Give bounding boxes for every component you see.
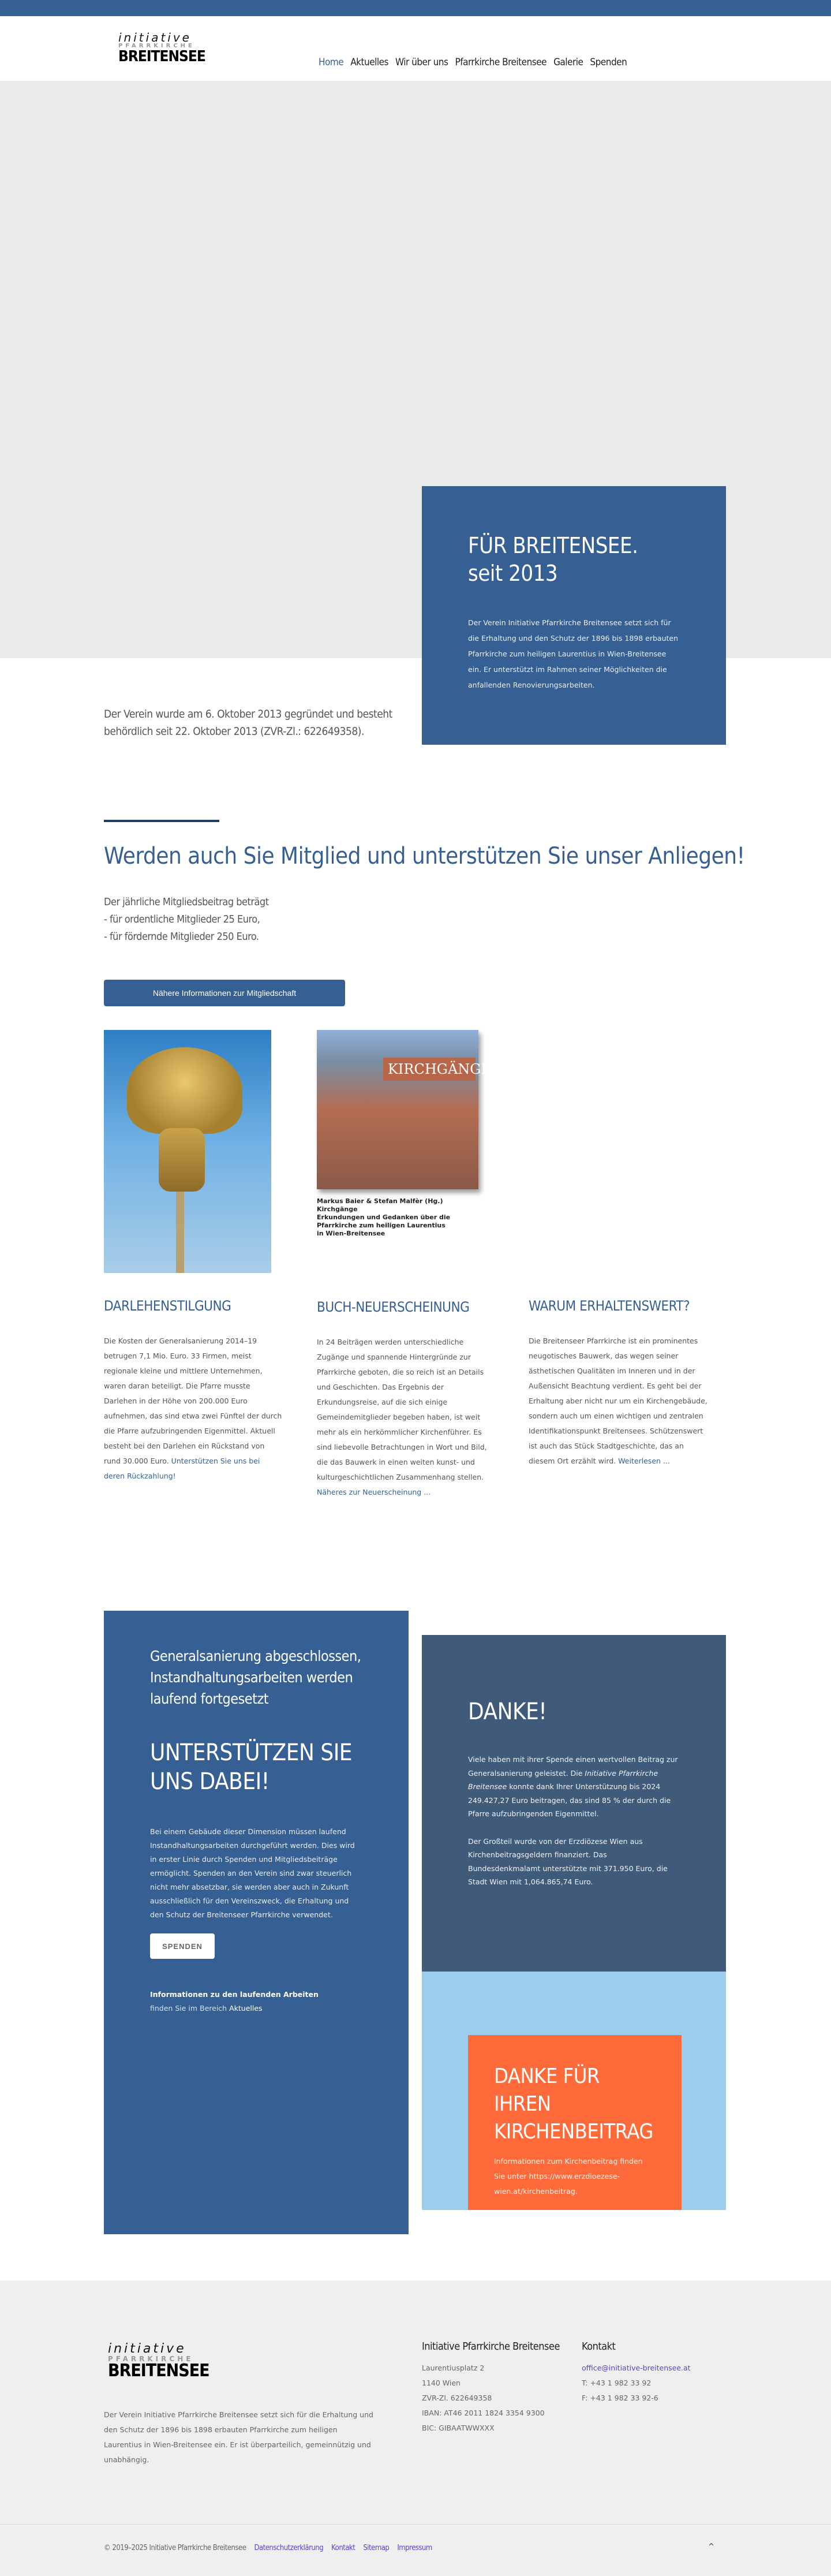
column-body: In 24 Beiträgen werden unterschiedliche Zugänge und spannende Hintergründe zur Pfarrkirche geboten, die so reich ist an Details und Geschichten. Das Ergebnis der Erkundungsreise, auf die sich einige Gemeindemitglieder begeben haben, ist weit mehr als ein herkömmlicher Kirchenführer. Es sind liebevolle Betrachtungen in Wort und Bild, die das Bauwerk in einen weiten kunst- und kulturgeschichtlichen Zusammenhang stellen.: [317, 1338, 487, 1481]
footer-about: Der Verein Initiative Pfarrkirche Breitensee setzt sich für die Erhaltung und den Schutz der 1896 bis 1898 erbauten Pfarrkirche zum heiligen Laurentius in Wien-Breitensee ein. Er ist überparteilich, gemeinnützig und unabhängig.: [104, 2410, 373, 2464]
kirchenbeitrag-box: [468, 2035, 682, 2210]
logo-line2: PFARRKIRCHE: [118, 43, 195, 49]
footer-divider: [0, 2524, 831, 2525]
works-info: [150, 1988, 362, 2015]
kirchenbeitrag-heading: DANKE FÜR IHREN KIRCHENBEITRAG: [494, 2064, 653, 2144]
support-box: [104, 1611, 409, 2234]
contact-lines: [582, 2361, 691, 2406]
scroll-to-top-icon[interactable]: ⌃: [707, 2541, 716, 2553]
column-erhaltenswert: [529, 1298, 708, 1469]
thanks-text-em: Initiative Pfarrkirche Breitensee: [468, 1768, 658, 1791]
aktuelles-link[interactable]: Aktuelles: [229, 2004, 263, 2013]
support-repayment-link[interactable]: Unterstützen Sie uns bei deren Rückzahlung!: [104, 1457, 260, 1480]
membership-fees: [104, 894, 269, 946]
address-line: 1140 Wien: [422, 2379, 461, 2387]
caption-line: Erkundungen und Gedanken über die: [317, 1214, 451, 1221]
membership-heading: Werden auch Sie Mitglied und unterstützen Sie unser Anliegen!: [104, 843, 745, 869]
thanks-text: [468, 1753, 680, 1821]
founded-text: Der Verein wurde am 6. Oktober 2013 gegründet und besteht behördlich seit 22. Oktober 2013 (ZVR-Zl.: 622649358).: [104, 708, 392, 738]
sitemap-link[interactable]: Sitemap: [363, 2544, 390, 2552]
fee-line: - für ordentliche Mitglieder 25 Euro,: [104, 913, 260, 925]
address-line: ZVR-Zl. 622649358: [422, 2394, 492, 2402]
thanks-text-a: Viele haben mit ihrer Spende einen wertvollen Beitrag zur Generalsanierung geleistet. Die: [468, 1755, 678, 1778]
hero-box: [422, 486, 726, 745]
column-title: DARLEHENSTILGUNG: [104, 1298, 231, 1314]
site-logo[interactable]: [118, 32, 205, 64]
address-line: BIC: GIBAATWWXXX: [422, 2424, 495, 2432]
membership-info-button[interactable]: Nähere Informationen zur Mitgliedschaft: [104, 980, 345, 1006]
column-buch: [317, 1299, 496, 1500]
funding-text: Der Großteil wurde von der Erzdiözese Wien aus Kirchenbeitragsgeldern finanziert. Das Bundesdenkmalamt unterstützte mit 371.950 Euro, die Stadt Wien mit 1,064.865,74 Euro.: [468, 1836, 668, 1886]
logo-line1: initiative: [118, 31, 192, 44]
logo-line3: BREITENSEE: [118, 48, 205, 65]
nav-spenden[interactable]: Spenden: [590, 57, 627, 68]
hero-title: [468, 532, 680, 587]
divider: [104, 820, 219, 822]
nav-wir-ueber-uns[interactable]: Wir über uns: [395, 57, 448, 68]
site-header: [0, 16, 831, 81]
book-caption: [317, 1197, 484, 1238]
footer-contact: [582, 2340, 691, 2406]
column-text: [317, 1335, 496, 1500]
donate-button[interactable]: SPENDEN: [150, 1933, 215, 1959]
hero-text: Der Verein Initiative Pfarrkirche Breitensee setzt sich für die Erhaltung und den Schutz der 1896 bis 1898 erbauten Pfarrkirche zum heiligen Laurentius in Wien-Breitensee ein. Er unterstützt im Rahmen seiner Möglichkeiten die anfallenden Renovierungsarbeiten.: [468, 618, 679, 689]
kirchenbeitrag-text: Informationen zum Kirchenbeitrag finden Sie unter https://www.erzdioezese-wien.at/kirchenbeitrag.: [494, 2157, 643, 2196]
works-info-text: finden Sie im Bereich: [150, 2004, 230, 2013]
logo-line3: BREITENSEE: [108, 2361, 209, 2381]
book-cover-title: KIRCHGÄNGE: [383, 1058, 476, 1081]
imprint-link[interactable]: Impressum: [397, 2544, 432, 2552]
contact-link[interactable]: Kontakt: [331, 2544, 355, 2552]
column-darlehenstilgung: [104, 1298, 283, 1484]
statue-body-shape: [159, 1128, 205, 1192]
top-bar: [0, 0, 831, 16]
copyright: © 2019–2025 Initiative Pfarrkirche Breitensee: [104, 2544, 246, 2552]
works-info-title: Informationen zu den laufenden Arbeiten: [150, 1990, 319, 1999]
column-body: Die Breitenseer Pfarrkirche ist ein prominentes neugotisches Bauwerk, das wegen seiner ästhetischen Qualitäten im Inneren und in der Außensicht Beachtung verdient. Es geht bei der Erhaltung aber nicht nur um ein Kirchengebäude, sondern auch um einen wichtigen und zentralen Identifikationspunkt Breitensees. Schützenswert ist auch das Stück Stadtgeschichte, das an diesem Ort erzählt wird.: [529, 1336, 708, 1465]
statue-image: [104, 1030, 271, 1273]
logo-line1: initiative: [108, 2342, 186, 2356]
footer-logo: [108, 2343, 209, 2380]
thanks-box: [422, 1635, 726, 1972]
caption-line: Markus Baier & Stefan Malfèr (Hg.): [317, 1197, 443, 1205]
email-link[interactable]: office@initiative-breitensee.at: [582, 2364, 691, 2372]
caption-line: in Wien-Breitensee: [317, 1230, 385, 1237]
statue-shape: [127, 1047, 242, 1134]
thanks-text-b: konnte dank Ihrer Unterstützung bis 2024 249.427,27 Euro beitragen, das sind 85 % der durch die Pfarre aufzubringenden Eigenmittel.: [468, 1782, 671, 1818]
footer-org-title: Initiative Pfarrkirche Breitensee: [422, 2340, 560, 2353]
column-body: Die Kosten der Generalsanierung 2014–19 betrugen 7,1 Mio. Euro. 33 Firmen, meist regionale kleine und mittlere Unternehmen, waren daran beteiligt. Die Pfarre musste Darlehen in der Höhe von 200.000 Euro aufnehmen, das sind etwa zwei Fünftel der durch die Pfarre aufzubringenden Eigenmittel. Aktuell besteht bei den Darlehen ein Rückstand von rund 30.000 Euro.: [104, 1336, 282, 1465]
fee-line: - für fördernde Mitglieder 250 Euro.: [104, 931, 259, 943]
column-title: BUCH-NEUERSCHEINUNG: [317, 1299, 470, 1315]
footer-contact-title: Kontakt: [582, 2340, 616, 2353]
nav-pfarrkirche[interactable]: Pfarrkirche Breitensee: [455, 57, 547, 68]
hero-title-line2: seit 2013: [468, 560, 558, 586]
column-text: [104, 1334, 283, 1484]
read-more-link[interactable]: Weiterlesen ...: [618, 1457, 670, 1465]
logo-line2: PFARRKIRCHE: [108, 2355, 194, 2363]
support-heading: UNTERSTÜTZEN SIE UNS DABEI!: [150, 1739, 353, 1795]
fax: F: +43 1 982 33 92-6: [582, 2394, 658, 2402]
book-more-link[interactable]: Näheres zur Neuerscheinung ...: [317, 1488, 431, 1496]
nav-home[interactable]: Home: [319, 57, 344, 68]
phone: T: +43 1 982 33 92: [582, 2379, 652, 2387]
nav-aktuelles[interactable]: Aktuelles: [350, 57, 388, 68]
address-line: IBAN: AT46 2011 1824 3354 9300: [422, 2409, 545, 2417]
caption-line: Kirchgänge: [317, 1205, 358, 1213]
address-line: Laurentiusplatz 2: [422, 2364, 485, 2372]
caption-line: Pfarrkirche zum heiligen Laurentius: [317, 1222, 446, 1229]
nav-galerie[interactable]: Galerie: [553, 57, 583, 68]
support-text: Bei einem Gebäude dieser Dimension müssen laufend Instandhaltungsarbeiten durchgeführt werden. Dies wird in erster Linie durch Spenden und Mitgliedsbeiträge ermöglicht. Spenden an den Verein sind zwar steuerlich nicht mehr absetzbar, sie werden aber auch in Zukunft ausschließlich für den Vereinszweck, die Erhaltung und den Schutz der Breitenseer Pfarrkirche verwendet.: [150, 1827, 355, 1919]
main-nav: [319, 57, 627, 68]
column-title: WARUM ERHALTENSWERT?: [529, 1298, 690, 1314]
privacy-link[interactable]: Datenschutzerklärung: [254, 2544, 324, 2552]
thanks-heading: DANKE!: [468, 1698, 547, 1725]
book-cover: [317, 1030, 491, 1189]
address-lines: [422, 2361, 560, 2436]
footer-bottom-bar: [104, 2544, 432, 2552]
book-image[interactable]: [317, 1030, 491, 1255]
support-subheading: Generalsanierung abgeschlossen, Instandhaltungsarbeiten werden laufend fortgesetzt: [150, 1648, 361, 1707]
fee-line: Der jährliche Mitgliedsbeitrag beträgt: [104, 896, 269, 908]
hero-title-line1: FÜR BREITENSEE.: [468, 533, 638, 558]
footer-address: [422, 2340, 560, 2436]
column-text: [529, 1334, 708, 1469]
